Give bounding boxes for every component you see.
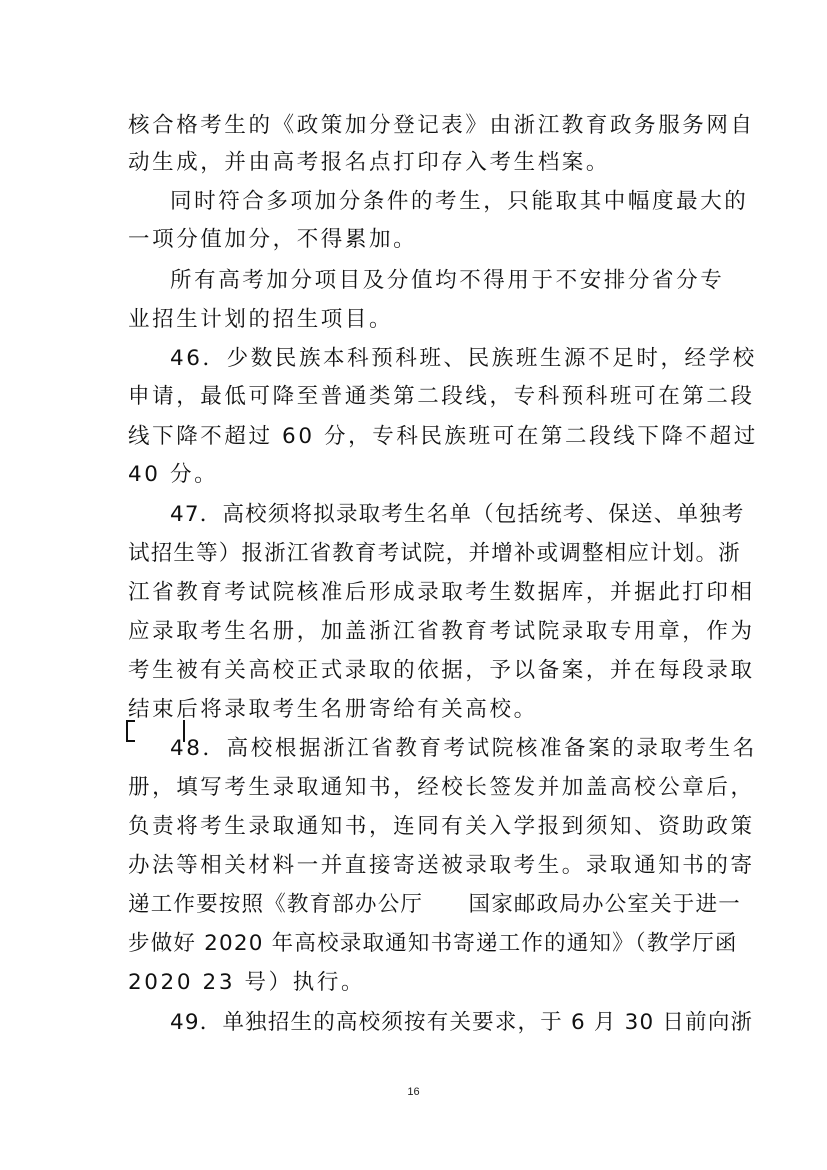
- text-line: 册，填写考生录取通知书，经校长签发并加盖高校公章后，: [128, 775, 755, 800]
- text-line: 48．高校根据浙江省教育考试院核准备案的录取考生名: [170, 736, 757, 761]
- text-line: 线下降不超过 60 分，专科民族班可在第二段线下降不超过: [128, 424, 758, 449]
- text-line: 核合格考生的《政策加分登记表》由浙江教育政务服务网自: [128, 113, 755, 138]
- text-line: 应录取考生名册，加盖浙江省教育考试院录取专用章，作为: [128, 619, 755, 644]
- text-line: 申请，最低可降至普通类第二段线，专科预科班可在第二段: [128, 384, 755, 409]
- text-line: 试招生等）报浙江省教育考试院，并增补或调整相应计划。浙: [128, 541, 741, 566]
- text-line: 江省教育考试院核准后形成录取考生数据库，并据此打印相: [128, 580, 755, 605]
- text-line: 47．高校须将拟录取考生名单（包括统考、保送、单独考: [170, 502, 745, 527]
- text-line: 业招生计划的招生项目。: [128, 307, 394, 332]
- text-line: 40 分。: [128, 462, 219, 487]
- page-number: 16: [407, 1086, 420, 1098]
- text-line: 2020 23 号）执行。: [128, 970, 366, 995]
- text-line: 递工作要按照《教育部办公厅 国家邮政局办公室关于进一: [128, 892, 741, 917]
- text-line: 办法等相关材料一并直接寄送被录取考生。录取通知书的寄: [128, 853, 755, 878]
- text-line: 动生成，并由高考报名点打印存入考生档案。: [128, 150, 611, 175]
- text-line: 考生被有关高校正式录取的依据，予以备案，并在每段录取: [128, 658, 755, 683]
- text-line: 一项分值加分，不得累加。: [128, 227, 418, 252]
- text-line: 负责将考生录取通知书，连同有关入学报到须知、资助政策: [128, 814, 755, 839]
- text-line: 同时符合多项加分条件的考生，只能取其中幅度最大的: [170, 189, 749, 214]
- text-line: 46．少数民族本科预科班、民族班生源不足时，经学校: [170, 346, 757, 371]
- text-line: 49．单独招生的高校须按有关要求，于 6 月 30 日前向浙: [170, 1010, 754, 1035]
- text-line: 步做好 2020 年高校录取通知书寄递工作的通知》（教学厅函: [128, 931, 738, 956]
- text-line: 所有高考加分项目及分值均不得用于不安排分省分专: [170, 268, 725, 293]
- text-line: 结束后将录取考生名册寄给有关高校。: [128, 697, 538, 722]
